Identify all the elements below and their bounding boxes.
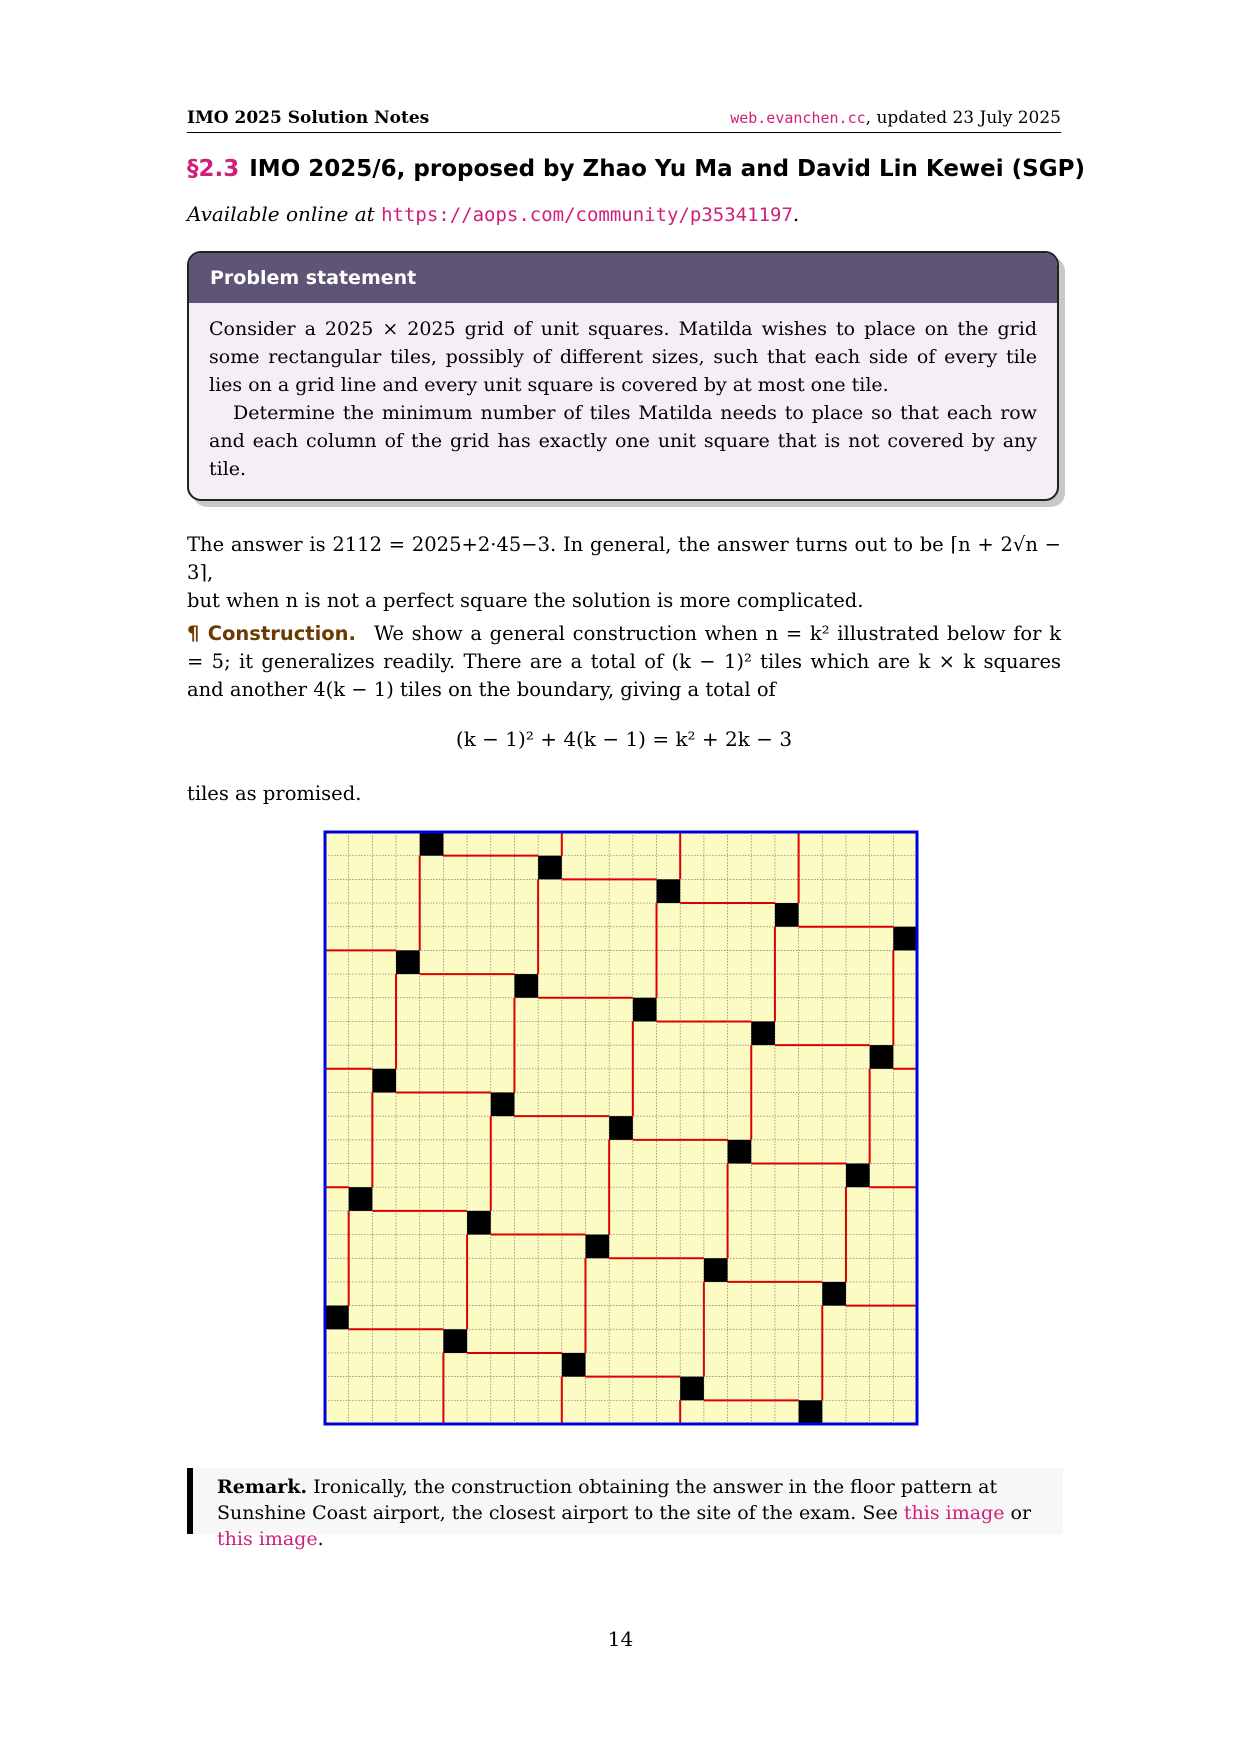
remark-text	[217, 1474, 1053, 1552]
uncovered-square	[893, 927, 917, 951]
section-title-text: IMO 2025/6, proposed by Zhao Yu Ma and David Lin Kewei (SGP)	[249, 156, 1085, 182]
uncovered-square	[633, 998, 657, 1022]
uncovered-square	[799, 1400, 823, 1424]
header-right	[730, 108, 1061, 128]
available-prefix: Available online at	[187, 202, 382, 226]
answer-paragraph	[187, 531, 1061, 615]
tiling-figure	[323, 830, 919, 1426]
available-suffix: .	[792, 202, 800, 226]
section-number: §2.3	[187, 156, 240, 182]
uncovered-square	[657, 879, 681, 903]
uncovered-square	[325, 1306, 349, 1330]
uncovered-square	[372, 1069, 396, 1093]
uncovered-square	[443, 1329, 467, 1353]
remark-heading: Remark.	[217, 1476, 308, 1498]
remark-box	[187, 1468, 1063, 1550]
uncovered-square	[491, 1092, 515, 1116]
uncovered-square	[751, 1021, 775, 1045]
uncovered-square	[420, 832, 444, 856]
construction-heading: ¶ Construction.	[187, 622, 356, 645]
site-link[interactable]: web.evanchen.cc	[730, 109, 866, 127]
after-equation-text: tiles as promised.	[187, 782, 362, 805]
uncovered-square	[396, 950, 420, 974]
construction-text: We show a general construction when n = k² illustrated below for k = 5; it generalizes readily. There are a total of (k − 1)² tiles which are k × k squares and another 4(k − 1) tiles on the boundary, giving a total of	[187, 622, 1062, 701]
page-header	[187, 106, 1061, 133]
remark-mid: or	[1004, 1502, 1032, 1524]
image-link-1[interactable]: this image	[903, 1502, 1005, 1524]
remark-body: Ironically, the construction obtaining the answer in the floor pattern at Sunshine Coast airport, the closest airport to the site of the exam. See	[217, 1476, 998, 1524]
availability-line	[187, 202, 799, 226]
uncovered-square	[538, 856, 562, 880]
uncovered-square	[467, 1211, 491, 1235]
answer-line-1: The answer is 2112 = 2025+2·45−3. In general, the answer turns out to be ⌈n + 2√n − 3⌉,	[187, 533, 1061, 584]
header-updated: , updated 23 July 2025	[865, 108, 1061, 128]
uncovered-square	[728, 1140, 752, 1164]
remark-end: .	[317, 1528, 324, 1550]
problem-paragraph-2: Determine the minimum number of tiles Matilda needs to place so that each row and each column of the grid has exactly one unit square that is not covered by any tile.	[209, 402, 1037, 480]
answer-line-2: but when n is not a perfect square the solution is more complicated.	[187, 589, 864, 612]
section-heading	[187, 156, 1085, 182]
problem-heading: Problem statement	[189, 253, 1057, 303]
construction-paragraph	[187, 620, 1061, 704]
uncovered-square	[585, 1235, 609, 1259]
display-equation: (k − 1)² + 4(k − 1) = k² + 2k − 3	[455, 727, 793, 751]
problem-box	[187, 251, 1059, 501]
page-number: 14	[607, 1627, 634, 1651]
uncovered-square	[704, 1258, 728, 1282]
problem-paragraph-1: Consider a 2025 × 2025 grid of unit squares. Matilda wishes to place on the grid some rectangular tiles, possibly of different sizes, such that each side of every tile lies on a grid line and every unit square is covered by at most one tile.	[209, 318, 1037, 396]
uncovered-square	[822, 1282, 846, 1306]
aops-link[interactable]: https://aops.com/community/p35341197	[381, 204, 793, 226]
after-equation	[187, 780, 1061, 808]
uncovered-square	[680, 1377, 704, 1401]
uncovered-square	[846, 1164, 870, 1188]
uncovered-square	[562, 1353, 586, 1377]
problem-body	[189, 303, 1057, 483]
header-title: IMO 2025 Solution Notes	[187, 108, 430, 128]
uncovered-square	[514, 974, 538, 998]
uncovered-square	[870, 1045, 894, 1069]
uncovered-square	[609, 1116, 633, 1140]
uncovered-square	[775, 903, 799, 927]
uncovered-square	[349, 1187, 373, 1211]
image-link-2[interactable]: this image	[217, 1528, 318, 1550]
